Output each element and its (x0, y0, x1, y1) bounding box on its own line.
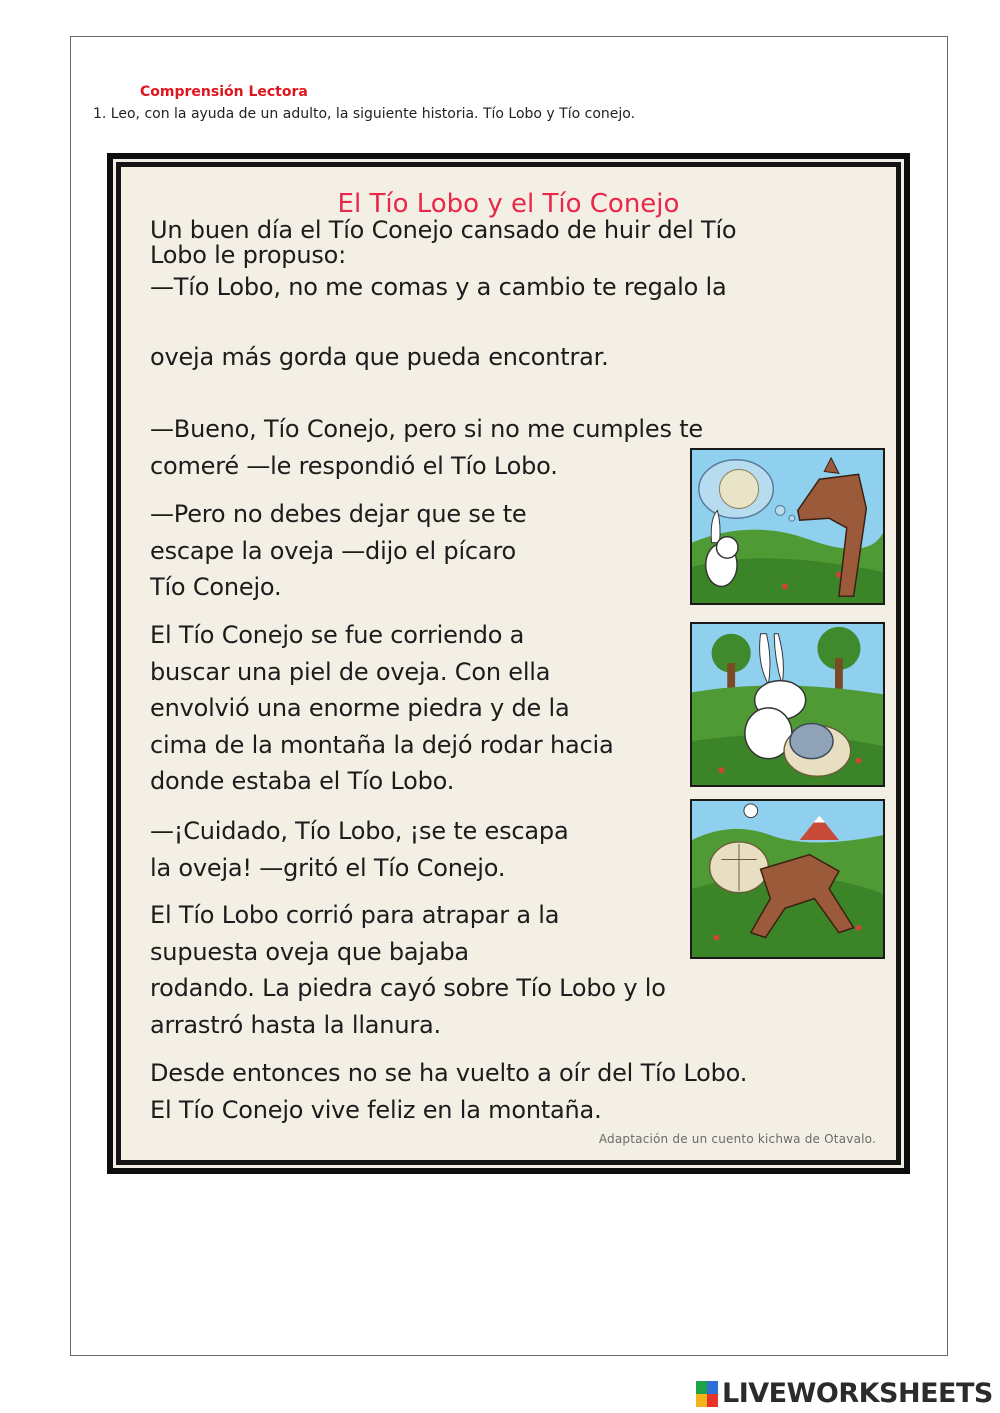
story-paragraph: Un buen día el Tío Conejo cansado de huir del Tío Lobo le propuso: (150, 216, 737, 269)
stone-rolling-illustration (690, 799, 885, 959)
brand-square-red (707, 1394, 718, 1407)
brand-name: LIVEWORKSHEETS (722, 1378, 993, 1409)
brand-square-blue (707, 1381, 718, 1394)
story-paragraph: —Pero no debes dejar que se te escape la oveja —dijo el pícaro Tío Conejo. (150, 500, 527, 601)
story-paragraph: oveja más gorda que pueda encontrar. (150, 343, 609, 371)
rabbit-stone-illustration (690, 622, 885, 787)
story-paragraph: Desde entonces no se ha vuelto a oír del Tío Lobo. El Tío Conejo vive feliz en la montaña. (150, 1059, 748, 1124)
liveworksheets-logo (696, 1378, 993, 1409)
story-title: El Tío Lobo y el Tío Conejo (337, 189, 680, 219)
brand-square-yellow (696, 1394, 707, 1407)
wolf-dreaming-illustration (690, 448, 885, 605)
story-frame (107, 153, 910, 1174)
story-paragraph: —Tío Lobo, no me comas y a cambio te regalo la (150, 273, 727, 301)
story-paragraph: —¡Cuidado, Tío Lobo, ¡se te escapa la oveja! —gritó el Tío Conejo. (150, 817, 569, 882)
liveworksheets-icon (696, 1381, 718, 1407)
story-paragraph: El Tío Lobo corrió para atrapar a la supuesta oveja que bajaba rodando. La piedra cayó sobre Tío Lobo y lo arrastró hasta la llanura. (150, 901, 666, 1039)
story-panel (121, 167, 896, 1160)
brand-square-green (696, 1381, 707, 1394)
story-credit: Adaptación de un cuento kichwa de Otavalo. (598, 1132, 876, 1146)
instruction-text: 1. Leo, con la ayuda de un adulto, la siguiente historia. Tío Lobo y Tío conejo. (93, 106, 636, 122)
story-paragraph: —Bueno, Tío Conejo, pero si no me cumples te comeré —le respondió el Tío Lobo. (150, 415, 703, 480)
section-heading: Comprensión Lectora (140, 84, 308, 100)
story-paragraph: El Tío Conejo se fue corriendo a buscar una piel de oveja. Con ella envolvió una enorme piedra y de la cima de la montaña la dejó rodar hacia donde estaba el Tío Lobo. (150, 621, 614, 795)
